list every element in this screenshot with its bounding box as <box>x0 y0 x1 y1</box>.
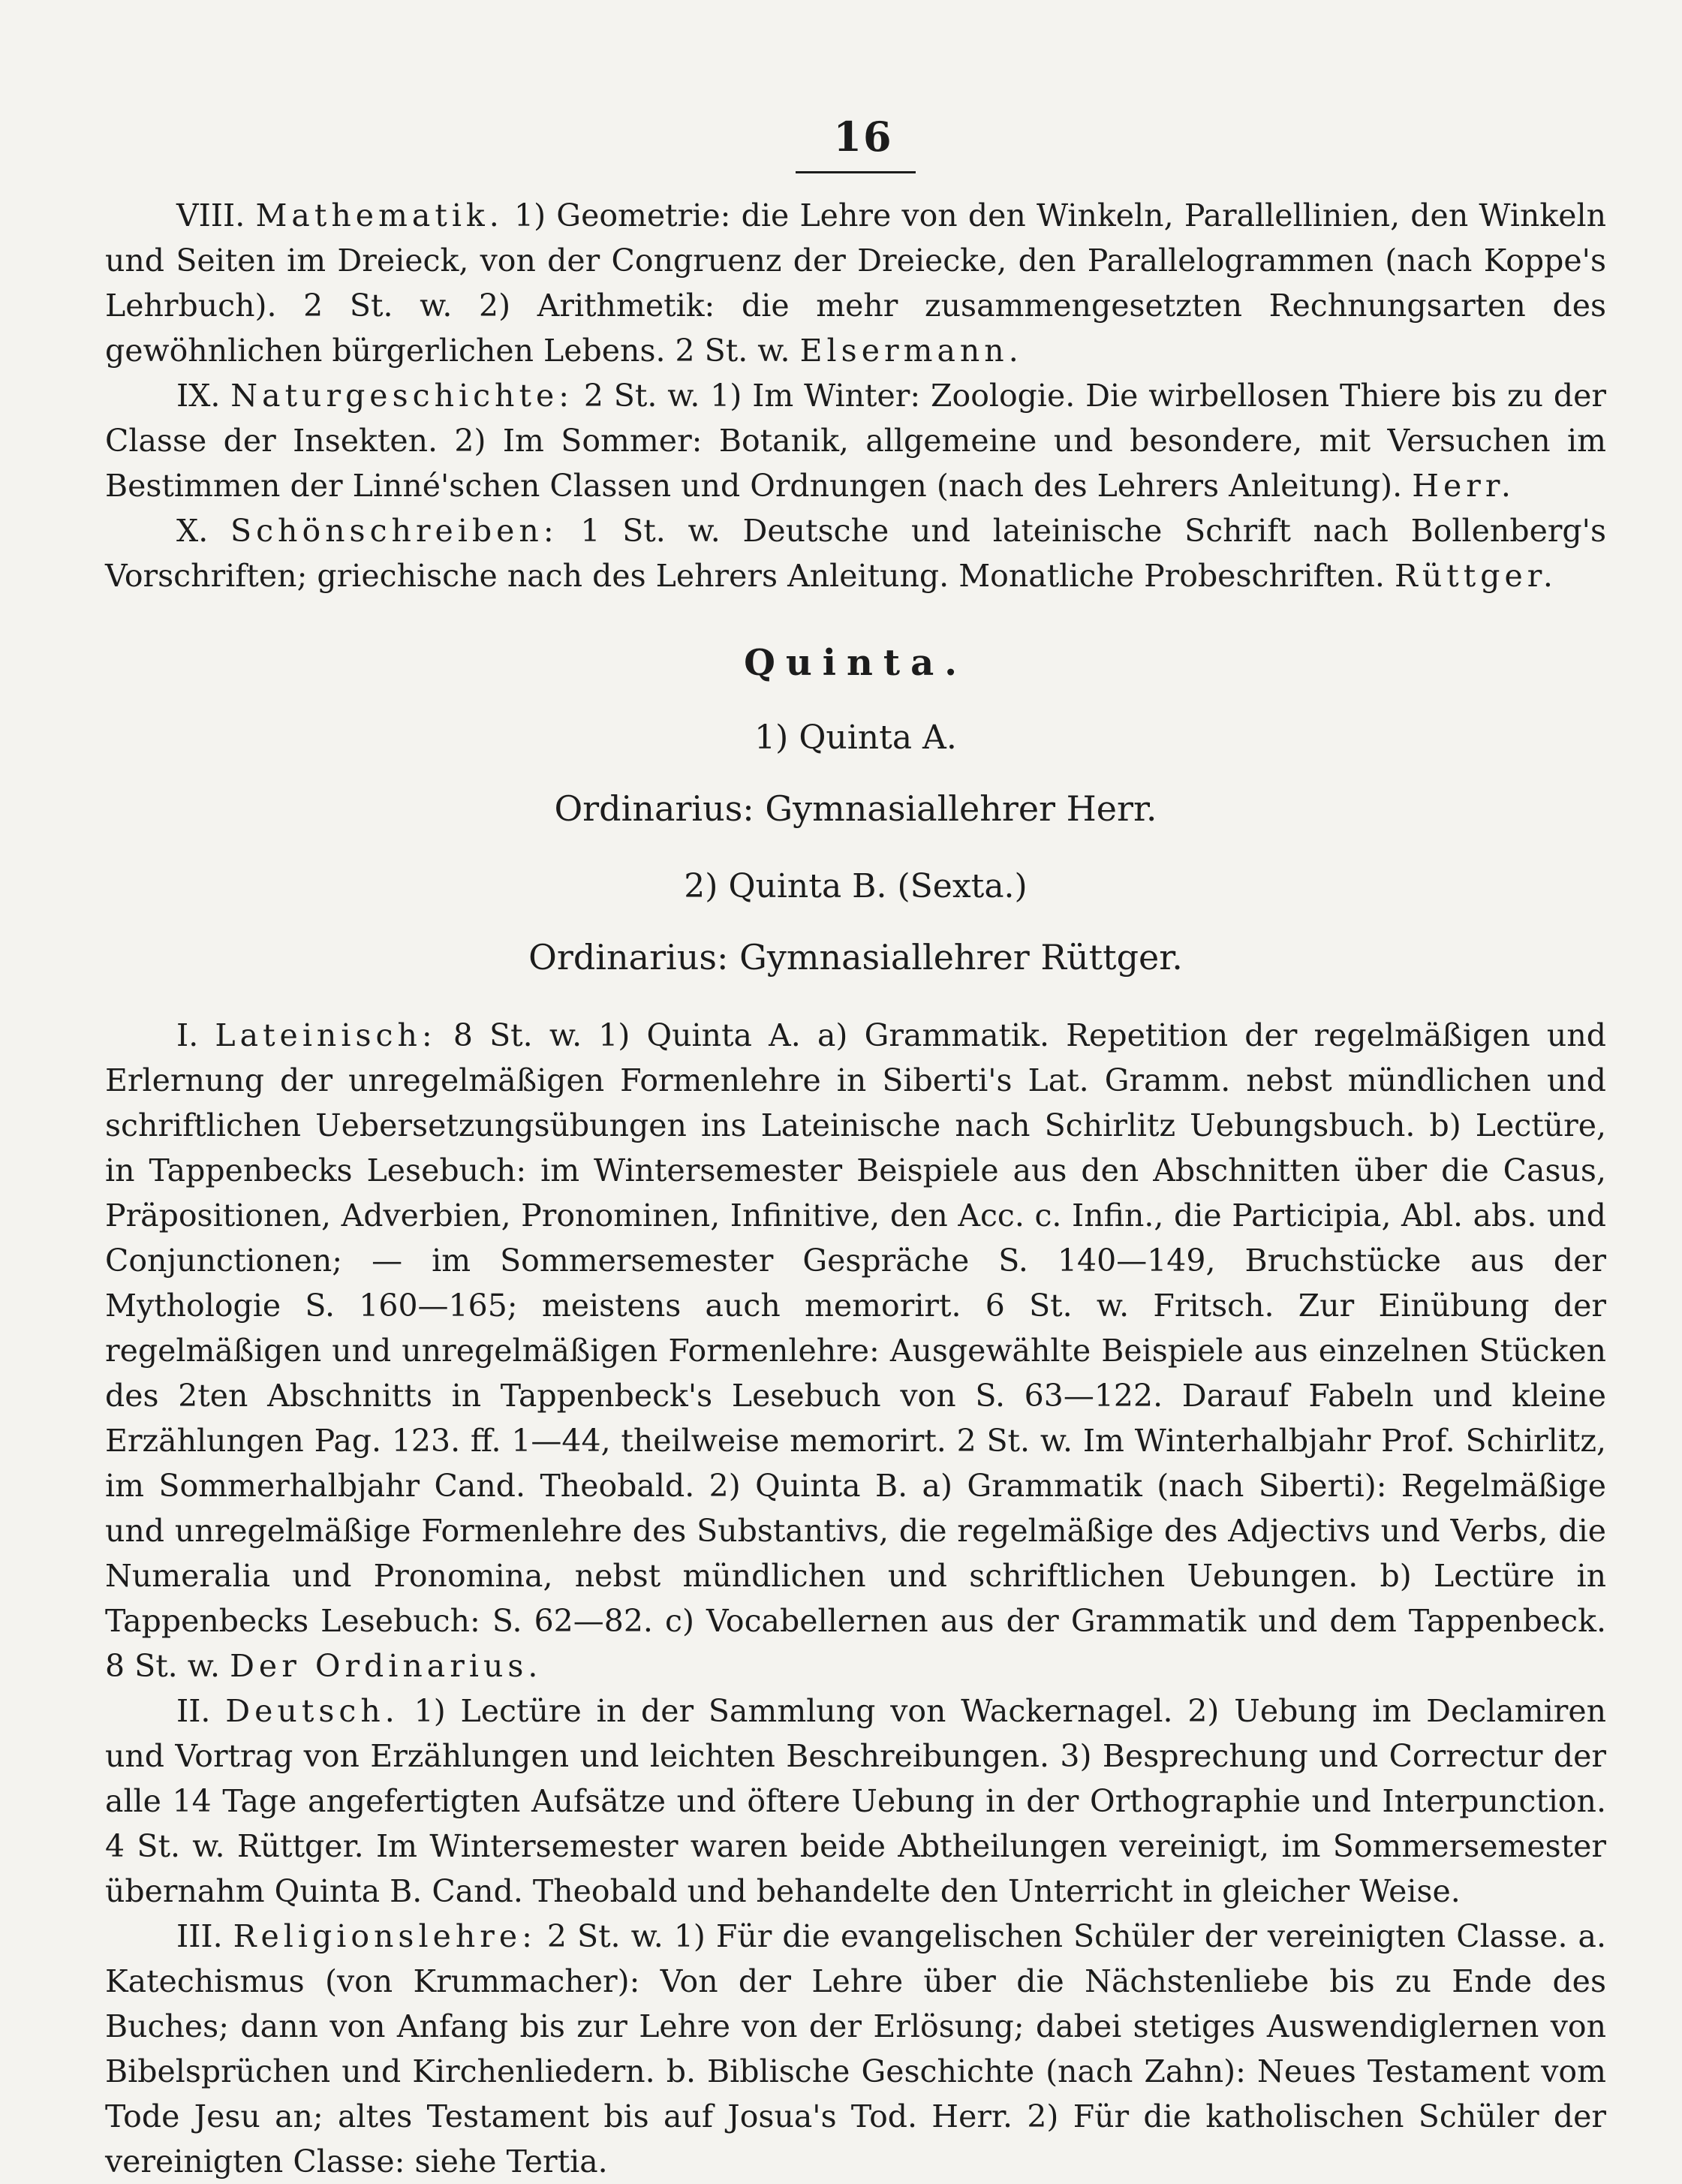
section-religionslehre <box>105 1914 1606 2184</box>
section-subject: Lateinisch: <box>215 1017 437 1053</box>
section-subject: Religionslehre: <box>233 1918 537 1954</box>
section-body: 1 St. w. Deutsche und lateinische Schrift nach Bollenberg's Vorschriften; griechische nach des Lehrers Anleitung. Monatliche Probeschriften. <box>105 513 1606 594</box>
section-body: 2 St. w. 1) Im Winter: Zoologie. Die wirbellosen Thiere bis zu der Classe der Insekten. 2) Im Sommer: Botanik, allgemeine und besondere, mit Versuchen im Bestimmen der Linné'schen Classen und Ordnungen (nach des Lehrers Anleitung). <box>105 378 1606 504</box>
section-naturgeschichte <box>105 373 1606 508</box>
section-number: III. <box>176 1918 223 1954</box>
section-teacher: Elsermann. <box>799 333 1023 369</box>
document-page <box>105 113 1606 2179</box>
quinta-a-heading: 1) Quinta A. <box>754 718 957 757</box>
ordinarius-b: Ordinarius: Gymnasiallehrer Rüttger. <box>528 937 1183 978</box>
section-teacher: Herr. <box>1412 468 1515 504</box>
section-subject: Mathematik. <box>255 197 504 233</box>
section-body: 8 St. w. 1) Quinta A. a) Grammatik. Repetition der regelmäßigen und Erlernung der unregelmäßigen Formenlehre in Siberti's Lat. Gramm. nebst mündlichen und schriftlichen Uebersetzungsübungen ins Lateinische nach Schirlitz Uebungsbuch. b) Lectüre, in Tappenbecks Lesebuch: im Wintersemester Beispiele aus den Abschnitten über die Casus, Präpositionen, Adverbien, Pronominen, Infinitive, den Acc. c. Infin., die Participia, Abl. abs. und Conjunctionen; — im Sommersemester Gespräche S. 140—149, Bruchstücke aus der Mythologie S. 160—165; meistens auch memorirt. 6 St. w. Fritsch. Zur Einübung der regelmäßigen und unregelmäßigen Formenlehre: Ausgewählte Beispiele aus einzelnen Stücken des 2ten Abschnitts in Tappenbeck's Lesebuch von S. 63—122. Darauf Fabeln und kleine Erzählungen Pag. 123. ff. 1—44, theilweise memorirt. 2 St. w. Im Winterhalbjahr Prof. Schirlitz, im Sommerhalbjahr Cand. Theobald. 2) Quinta B. a) Grammatik (nach Siberti): Regelmäßige und unregelmäßige Formenlehre des Substantivs, die regelmäßige des Adjectivs und Verbs, die Numeralia und Pronomina, nebst mündlichen und schriftlichen Uebungen. b) Lectüre in Tappenbecks Lesebuch: S. 62—82. c) Vocabellernen aus der Grammatik und dem Tappenbeck. 8 St. w. <box>105 1017 1606 1684</box>
section-teacher: Der Ordinarius. <box>230 1648 543 1684</box>
section-subject: Naturgeschichte: <box>230 378 574 414</box>
section-number: VIII. <box>176 197 245 233</box>
page-number: 16 <box>833 113 893 161</box>
section-lateinisch <box>105 1013 1606 1688</box>
section-mathematik <box>105 193 1606 373</box>
section-subject: Deutsch. <box>225 1693 399 1729</box>
section-schoenschreiben <box>105 508 1606 598</box>
class-title: Quinta. <box>744 642 967 684</box>
section-subject: Schönschreiben: <box>230 513 558 549</box>
section-body: 2 St. w. 1) Für die evangelischen Schüler der vereinigten Classe. a. Katechismus (von Krummacher): Von der Lehre über die Nächstenliebe bis zu Ende des Buches; dann von Anfang bis zur Lehre von der Erlösung; dabei stetiges Auswendiglernen von Bibelsprüchen und Kirchenliedern. b. Biblische Geschichte (nach Zahn): Neues Testament vom Tode Jesu an; altes Testament bis auf Josua's Tod. Herr. 2) Für die katholischen Schüler der vereinigten Classe: siehe Tertia. <box>105 1918 1606 2179</box>
section-body: 1) Geometrie: die Lehre von den Winkeln, Parallellinien, den Winkeln und Seiten im Dreieck, von der Congruenz der Dreiecke, den Parallelogrammen (nach Koppe's Lehrbuch). 2 St. w. 2) Arithmetik: die mehr zusammengesetzten Rechnungsarten des gewöhnlichen bürgerlichen Lebens. 2 St. w. <box>105 197 1606 369</box>
page-number-rule <box>796 171 916 173</box>
section-number: II. <box>176 1693 211 1729</box>
section-body: 1) Lectüre in der Sammlung von Wackernagel. 2) Uebung im Declamiren und Vortrag von Erzählungen und leichten Beschreibungen. 3) Besprechung und Correctur der alle 14 Tage angefertigten Aufsätze und öftere Uebung in der Orthographie und Interpunction. 4 St. w. Rüttger. Im Wintersemester waren beide Abtheilungen vereinigt, im Sommersemester übernahm Quinta B. Cand. Theobald und behandelte den Unterricht in gleicher Weise. <box>105 1693 1606 1909</box>
section-deutsch <box>105 1688 1606 1914</box>
section-number: X. <box>176 513 209 549</box>
section-number: IX. <box>176 378 221 414</box>
section-teacher: Rüttger. <box>1394 558 1557 594</box>
section-number: I. <box>176 1017 199 1053</box>
ordinarius-a: Ordinarius: Gymnasiallehrer Herr. <box>554 788 1157 829</box>
quinta-b-heading: 2) Quinta B. (Sexta.) <box>684 867 1028 905</box>
